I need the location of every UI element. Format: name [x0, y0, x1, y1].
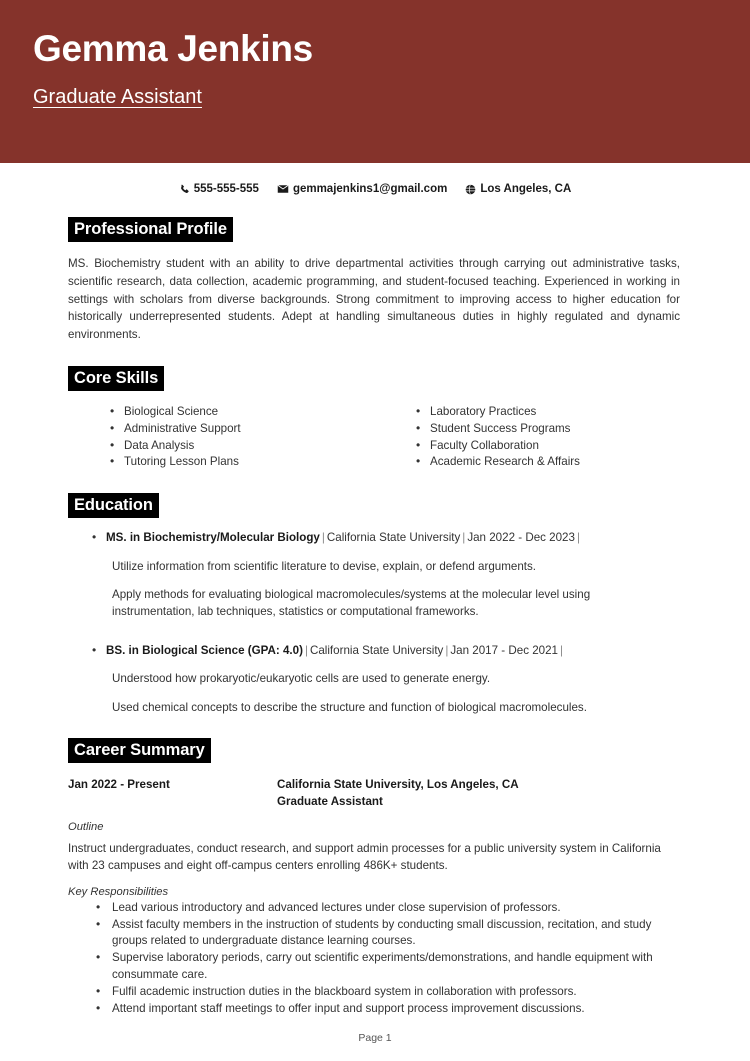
section-title-career: Career Summary [68, 738, 211, 763]
contact-phone[interactable] [179, 183, 259, 195]
profile-text: MS. Biochemistry student with an ability to drive departmental activities through carrying out administrative tasks, scientific research, data collection, academic programming, and student-focused teaching. Experienced in working in settings with scholars from diverse backgrounds. Strong commitment to improving access to higher education for historically underrepresented students. Adept at handling simultaneous duties in highly regulated and dynamic environments. [68, 257, 680, 342]
separator: | [445, 643, 449, 657]
job-position: Graduate Assistant [277, 794, 383, 808]
separator: | [321, 531, 325, 545]
education-entry-heading [68, 529, 680, 546]
job-org-block [277, 777, 519, 810]
list-item: • Academic Research & Affairs [416, 454, 680, 471]
section-professional-profile [68, 217, 680, 344]
job-outline-text: Instruct undergraduates, conduct research, and support admin processes for a public university system in California with 23 campuses and eight off-campus centers enrolling 486K+ students. [68, 842, 661, 873]
globe-icon [465, 184, 476, 195]
education-school: California State University [309, 643, 444, 657]
job-outline-label: Outline [68, 821, 104, 833]
contact-row [0, 183, 750, 195]
section-core-skills [68, 366, 680, 471]
separator: | [304, 643, 308, 657]
separator: | [560, 643, 564, 657]
separator: | [462, 531, 466, 545]
candidate-role: Graduate Assistant [33, 85, 202, 108]
education-dates: Jan 2017 - Dec 2021 [450, 643, 558, 657]
skills-column-left [68, 404, 374, 471]
education-entry-heading [68, 642, 680, 659]
education-detail: Used chemical concepts to describe the structure and function of biological macromolecules. [112, 700, 587, 714]
phone-icon [179, 184, 190, 195]
section-education [68, 493, 680, 716]
list-item: • Data Analysis [110, 438, 374, 455]
contact-email[interactable] [277, 183, 447, 195]
page-number: Page 1 [358, 1032, 392, 1044]
list-item: • Assist faculty members in the instruction of students by conducting small discussion, recitation, and study groups related to undergraduate distance learning courses. [68, 917, 680, 951]
list-item: • Faculty Collaboration [416, 438, 680, 455]
contact-phone-text: 555-555-555 [193, 183, 259, 195]
section-title-profile: Professional Profile [68, 217, 233, 242]
job-heading-row [68, 777, 680, 810]
envelope-icon [277, 183, 289, 195]
section-title-skills: Core Skills [68, 366, 164, 391]
list-item: • Supervise laboratory periods, carry out scientific experiments/demonstrations, and handle equipment with consummate care. [68, 950, 680, 984]
education-detail: Utilize information from scientific literature to devise, explain, or defend arguments. [112, 559, 537, 573]
education-degree: MS. in Biochemistry/Molecular Biology [106, 531, 320, 545]
page-title: Gemma Jenkins [33, 28, 313, 69]
skills-column-right [374, 404, 680, 471]
skills-columns [68, 404, 680, 471]
separator: | [576, 531, 580, 545]
education-entry [68, 529, 680, 621]
list-item: • Lead various introductory and advanced lectures under close supervision of professors. [68, 900, 680, 917]
resume-body [0, 217, 750, 1017]
page-footer [0, 1032, 750, 1044]
education-entry [68, 642, 680, 716]
job-entry [68, 777, 680, 1017]
job-dates: Jan 2022 - Present [68, 778, 170, 792]
education-detail: Understood how prokaryotic/eukaryotic cells are used to generate energy. [112, 672, 491, 686]
skills-list-left [110, 404, 374, 471]
education-detail: Apply methods for evaluating biological macromolecules/systems at the molecular level using instrumentation, lab techniques, statistics or computational frameworks. [112, 588, 591, 619]
education-degree: BS. in Biological Science (GPA: 4.0) [106, 643, 303, 657]
section-title-education: Education [68, 493, 159, 518]
list-item: • Attend important staff meetings to offer input and support process improvement discussions. [68, 1001, 680, 1018]
job-responsibilities-label: Key Responsibilities [68, 885, 169, 898]
list-item: • Fulfil academic instruction duties in the blackboard system in collaboration with professors. [68, 984, 680, 1001]
skills-list-right [416, 404, 680, 471]
education-list [68, 529, 680, 716]
contact-email-text: gemmajenkins1@gmail.com [292, 183, 448, 195]
list-item: • Biological Science [110, 404, 374, 421]
contact-location[interactable] [465, 183, 571, 195]
list-item: • Administrative Support [110, 421, 374, 438]
job-organization: California State University, Los Angeles, CA [277, 778, 519, 792]
list-item: • Tutoring Lesson Plans [110, 454, 374, 471]
resume-header-band [0, 0, 750, 163]
job-responsibilities-list [68, 900, 680, 1018]
section-career-summary [68, 738, 680, 1017]
education-school: California State University [326, 531, 461, 545]
list-item: • Laboratory Practices [416, 404, 680, 421]
list-item: • Student Success Programs [416, 421, 680, 438]
contact-location-text: Los Angeles, CA [480, 183, 572, 195]
education-dates: Jan 2022 - Dec 2023 [467, 531, 575, 545]
